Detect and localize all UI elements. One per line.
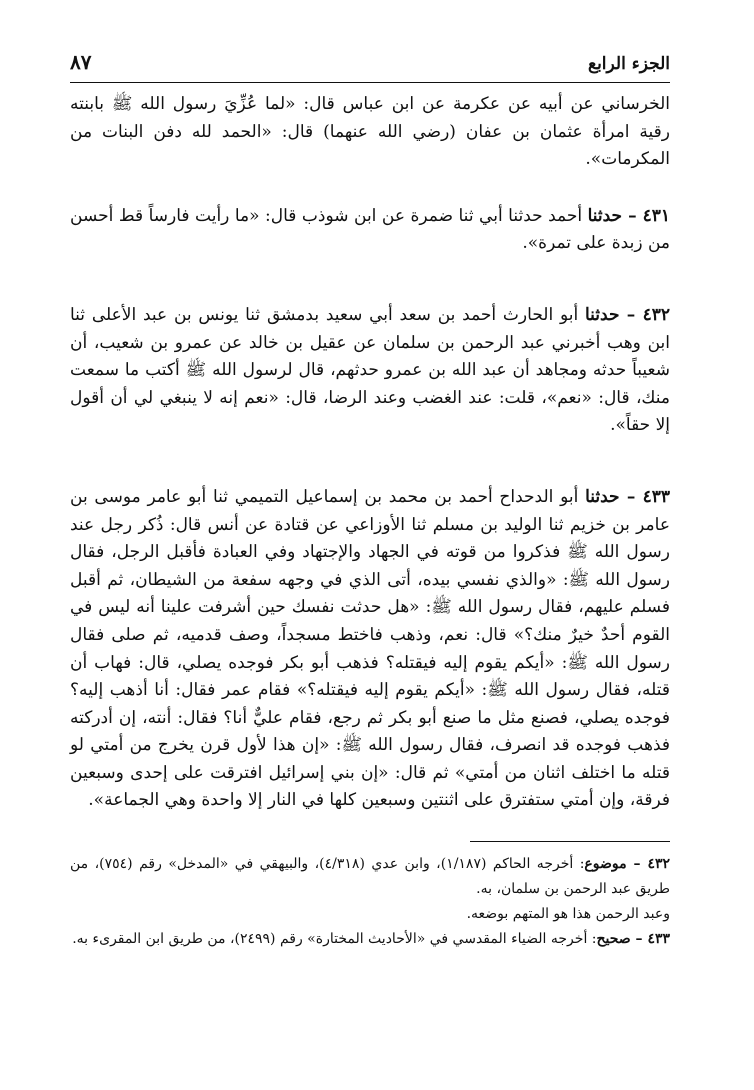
footnote-dash: – xyxy=(630,931,648,948)
footnote-432 xyxy=(70,852,670,902)
footnote-text: : أخرجه الضياء المقدسي في «الأحاديث المختارة» رقم (٢٤٩٩)، من طريق ابن المقرىء به. xyxy=(72,931,597,948)
footnote-text: : أخرجه الحاكم (١/١٨٧)، وابن عدي (٤/٣١٨)، والبيهقي في «المدخل» رقم (٧٥٤)، من طريق عبد الرحمن بن سلمان، به. xyxy=(70,856,670,898)
hadith-number: ٤٣٢ xyxy=(642,304,670,325)
hadith-lead: حدثنا xyxy=(585,486,620,507)
hadith-431 xyxy=(70,203,670,258)
footnotes xyxy=(70,852,670,952)
footnote-divider xyxy=(470,841,670,842)
main-text xyxy=(70,91,670,815)
hadith-dash: – xyxy=(622,205,643,226)
footnote-dash: – xyxy=(626,856,648,873)
chapter-title: الجزء الرابع xyxy=(588,54,670,74)
footnote-grade: صحيح xyxy=(596,931,631,948)
continuation-paragraph: الخرساني عن أبيه عن عكرمة عن ابن عباس قال: «لما عُزِّيَ رسول الله ﷺ بابنته رقية امرأة عثمان بن عفان (رضي الله عنهما) قال: «الحمد لله دفن البنات من المكرمات». xyxy=(70,94,670,170)
hadith-dash: – xyxy=(619,486,643,507)
hadith-lead: حدثنا xyxy=(585,304,620,325)
hadith-number: ٤٣١ xyxy=(642,205,670,226)
hadith-dash: – xyxy=(619,304,643,325)
footnote-ref: ٤٣٣ xyxy=(647,931,670,948)
hadith-text: أبو الحارث أحمد بن سعد أبي سعيد بدمشق ثنا يونس بن عبد الأعلى ثنا ابن وهب أخبرني عبد الرحمن بن سلمان عن عقيل بن خالد عن عمرو بن شعيب، أن شعيباً حدثه ومجاهد أن عبد الله بن عمرو حدثهم، قال لرسول الله ﷺ أكتب ما سمعت منك، قال: «نعم»، قلت: عند الغضب وعند الرضا، قال: «نعم إنه لا ينبغي لي أن أقول إلا حقاً». xyxy=(70,304,670,436)
hadith-text: أحمد حدثنا أبي ثنا ضمرة عن ابن شوذب قال: «ما رأيت فارساً قط أحسن من زبدة على تمرة». xyxy=(70,205,670,254)
footnote-ref: ٤٣٢ xyxy=(647,856,670,873)
hadith-433 xyxy=(70,484,670,815)
page-number: ٨٧ xyxy=(70,50,92,74)
footnote-grade: موضوع xyxy=(584,856,627,873)
footnote-text: وعبد الرحمن هذا هو المتهم بوضعه. xyxy=(466,906,670,923)
footnote-433 xyxy=(70,927,670,952)
hadith-number: ٤٣٣ xyxy=(642,486,670,507)
book-page xyxy=(70,38,670,1068)
hadith-432 xyxy=(70,302,670,440)
hadith-lead: حدثنا xyxy=(587,205,623,226)
footnote-note xyxy=(70,902,670,927)
hadith-text: أبو الدحداح أحمد بن محمد بن إسماعيل التميمي ثنا أبو عامر موسى بن عامر بن خزيم ثنا الوليد بن مسلم ثنا الأوزاعي عن قتادة عن أنس قال: ذُكر رجل عند رسول الله ﷺ فذكروا من قوته في الجهاد والإجتهاد وفي العبادة فأقبل الرجل، فقال رسول الله ﷺ: «والذي نفسي بيده، أتى الذي في وجهه سفعة من الشيطان، ثم أقبل فسلم عليهم، فقال رسول الله ﷺ: «هل حدثت نفسك حين أشرفت علينا أنه ليس في القوم أحدٌ خيرٌ منك؟» قال: نعم، وذهب فاختط مسجداً، وصف قدميه، ثم صلى فقال رسول الله ﷺ: «أيكم يقوم إليه فيقتله؟ فذهب أبو بكر فوجده يصلي، قال: فهاب أن قتله، فقال رسول الله ﷺ: «أيكم يقوم إليه فيقتله؟» فقام عمر فقال: أنا أذهب إليه؟ فوجده يصلي، فصنع مثل ما صنع أبو بكر ثم رجع، فقام عليٌّ أنا؟ فقال: أنته، إن أدركته فذهب فوجده قد انصرف، فقال رسول الله ﷺ: «إن هذا لأول قرن يخرج من أمتي لو قتله ما اختلف اثنان من أمتي» ثم قال: «إن بني إسرائيل افترقت على إحدى وسبعين فرقة، وإن أمتي ستفترق على اثنتين وسبعين كلها في النار إلا واحدة وهي الجماعة». xyxy=(70,486,670,811)
running-header xyxy=(70,38,670,83)
